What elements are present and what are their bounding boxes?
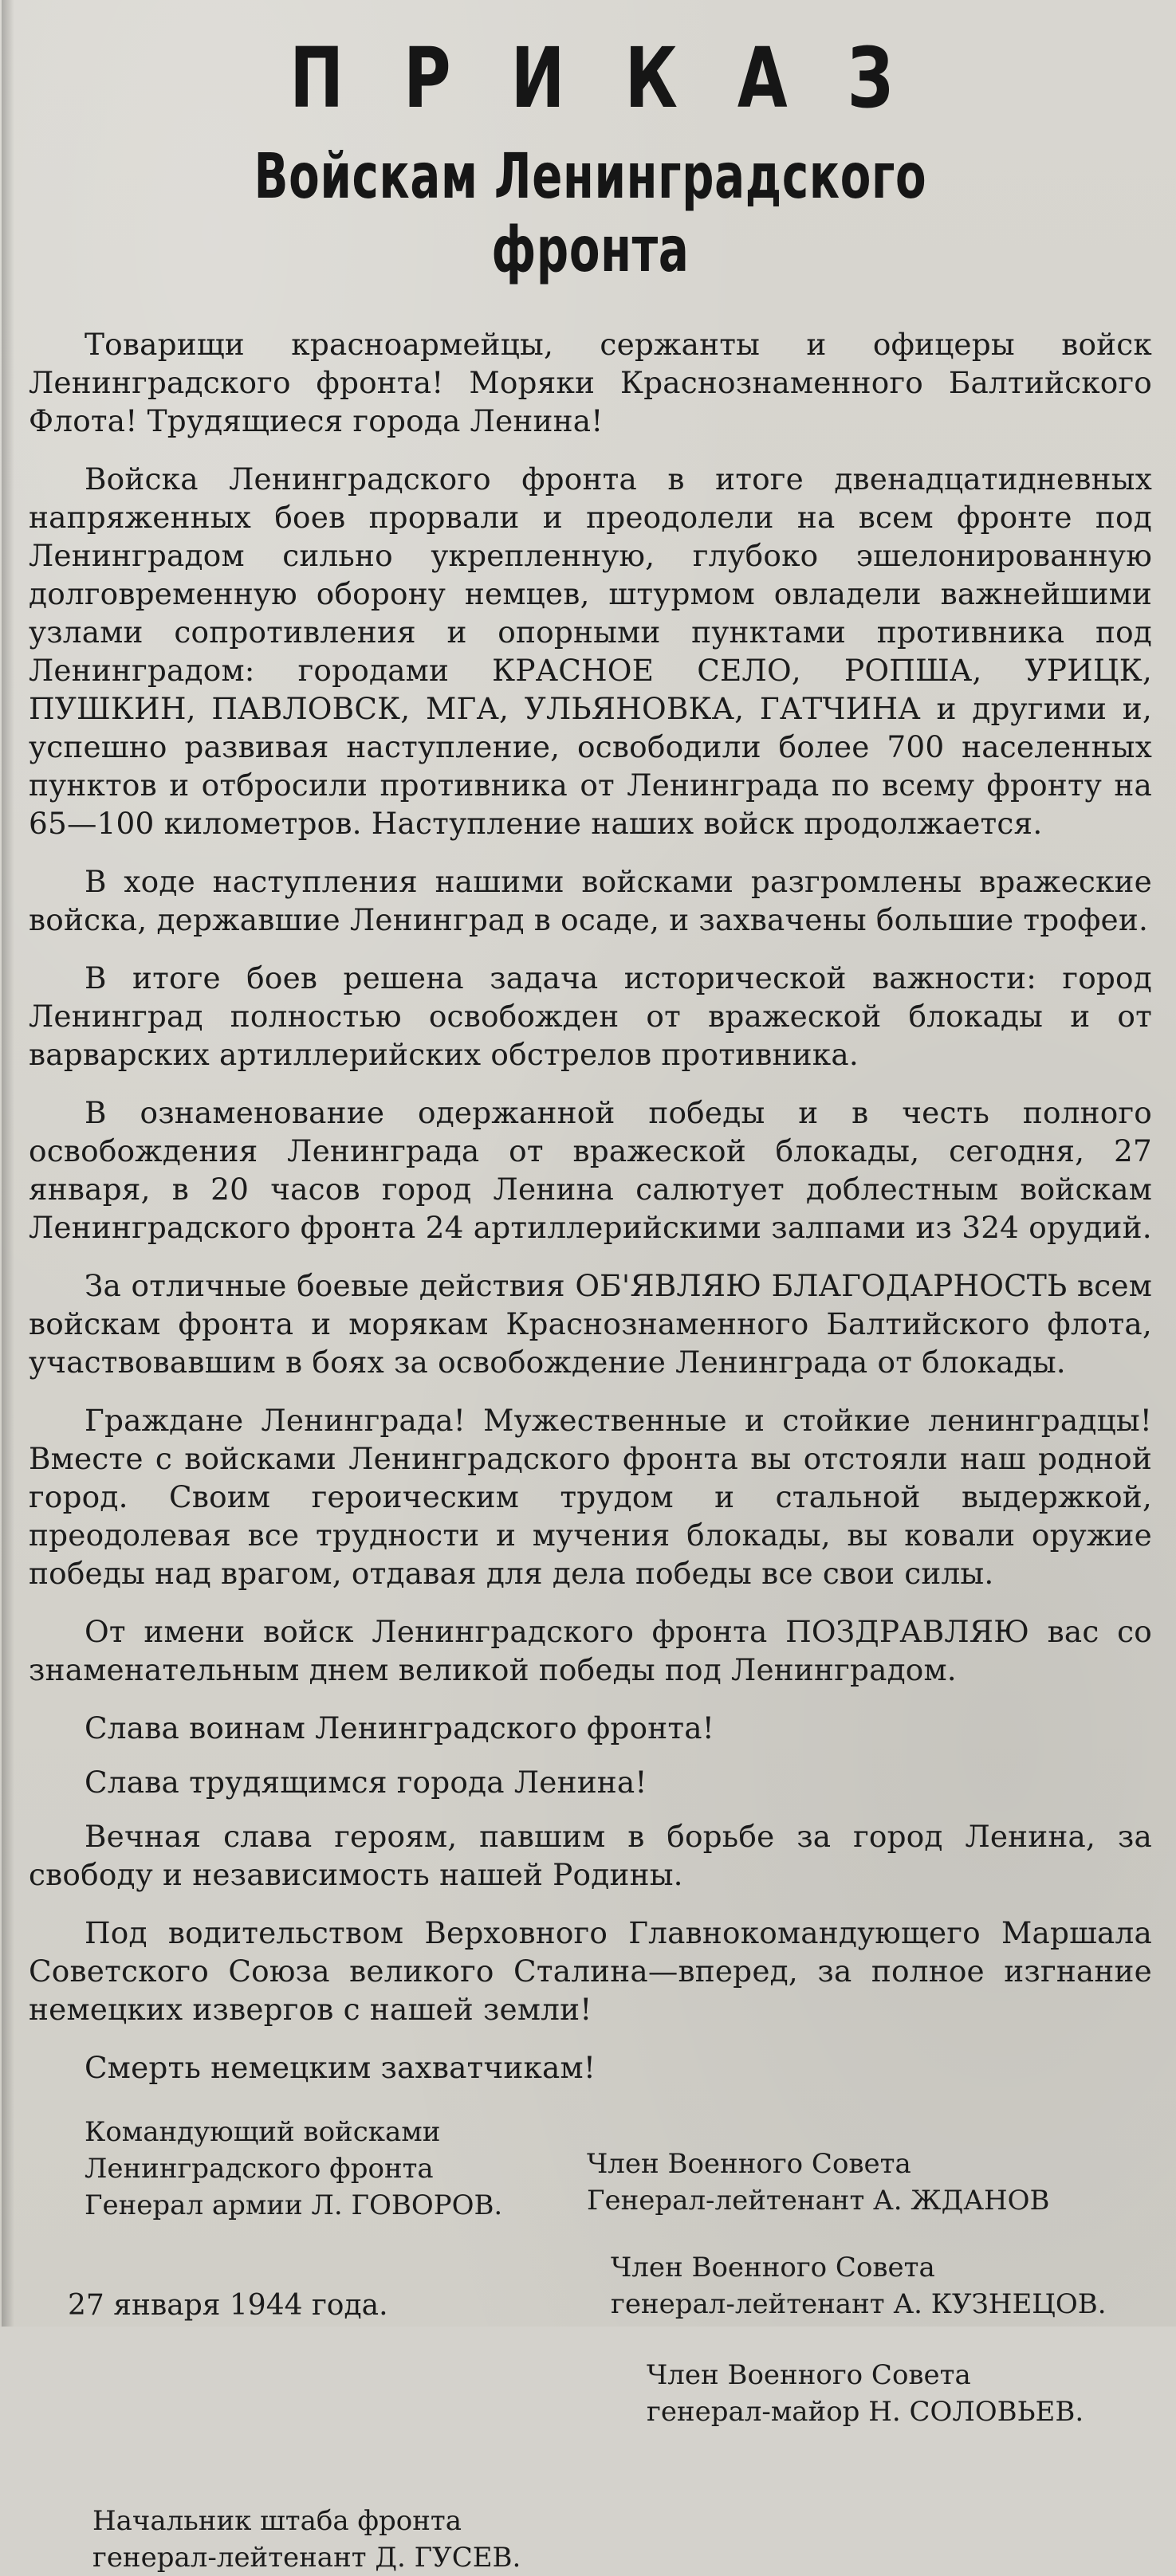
signature-military-council-member-2 [611, 2249, 1107, 2323]
signature-chief-of-staff [92, 2503, 521, 2576]
slogan-workers: Слава трудящимся города Ленина! [85, 1765, 647, 1800]
chief-of-staff-name: генерал-лейтенант Д. ГУСЕВ. [92, 2542, 521, 2574]
commander-title-line-1: Командующий войсками [85, 2116, 441, 2148]
slogan-warriors: Слава воинам Ленинградского фронта! [85, 1710, 714, 1745]
paragraph-trophies: В ходе наступления нашими войсками разгромлены вражеские войска, державшие Ленинград в осаде, и захвачены большие трофеи. [29, 864, 1152, 937]
order-body [29, 325, 1152, 2087]
member-3-title: Член Военного Совета [647, 2359, 971, 2391]
commander-name: Генерал армии Л. ГОВОРОВ. [85, 2189, 503, 2221]
member-3-name: генерал-майор Н. СОЛОВЬЕВ. [647, 2396, 1084, 2428]
commander-title-line-2: Ленинградского фронта [85, 2153, 434, 2185]
signature-block [29, 2114, 1152, 2574]
paragraph-citizens: Граждане Ленинграда! Мужественные и стойкие ленинградцы! Вместе с войсками Ленинградского фронта вы отстояли наш родной город. Своим героическим трудом и стальной выдержкой, преодолевая все трудности и мучения блокады, вы ковали оружие победы над врагом, отдавая для дела победы все свои силы. [29, 1403, 1152, 1591]
member-2-title: Член Военного Совета [611, 2252, 935, 2283]
paragraph-blockade-lifted: В итоге боев решена задача исторической важности: город Ленинград полностью освобожден от вражеской блокады и от варварских артиллерийских обстрелов противника. [29, 960, 1152, 1072]
order-subtitle: Войскам Ленинградского фронта [254, 141, 927, 286]
member-2-name: генерал-лейтенант А. КУЗНЕЦОВ. [611, 2288, 1107, 2320]
slogan-heroes: Вечная слава героям, павшим в борьбе за город Ленина, за свободу и независимость нашей Родины. [29, 1819, 1152, 1892]
order-title: П Р И К А З [289, 29, 912, 127]
order-date: 27 января 1944 года. [68, 2289, 388, 2322]
paragraph-gratitude: За отличные боевые действия ОБ'ЯВЛЯЮ БЛАГОДАРНОСТЬ всем войскам фронта и морякам Краснознаменного Балтийского флота, участвовавшим в боях за освобождение Ленинграда от блокады. [29, 1268, 1152, 1380]
signature-military-council-member-3 [647, 2357, 1084, 2430]
page-fold-shadow [2, 0, 14, 2327]
paragraph-leadership: Под водительством Верховного Главнокомандующего Маршала Советского Союза великого Сталина—вперед, за полное изгнание немецких извергов с нашей земли! [29, 1915, 1152, 2027]
paragraph-salute: В ознаменование одержанной победы и в честь полного освобождения Ленинграда от вражеской блокады, сегодня, 27 января, в 20 часов город Ленина салютует доблестным войскам Ленинградского фронта 24 артиллерийскими залпами из 324 орудий. [29, 1095, 1152, 1245]
signature-commander [85, 2114, 502, 2224]
signature-military-council-member-1 [587, 2146, 1050, 2219]
slogan-death-to-invaders: Смерть немецким захватчикам! [85, 2050, 596, 2085]
paragraph-appeal: Товарищи красноармейцы, сержанты и офицеры войск Ленинградского фронта! Моряки Краснознаменного Балтийского Флота! Трудящиеся города Ленина! [29, 327, 1152, 438]
member-1-name: Генерал-лейтенант А. ЖДАНОВ [587, 2185, 1050, 2217]
member-1-title: Член Военного Совета [587, 2148, 911, 2180]
chief-of-staff-title: Начальник штаба фронта [92, 2505, 462, 2537]
paragraph-congratulation: От имени войск Ленинградского фронта ПОЗДРАВЛЯЮ вас со знаменательным днем великой победы под Ленинградом. [29, 1614, 1152, 1687]
paragraph-offensive: Войска Ленинградского фронта в итоге двенадцатидневных напряженных боев прорвали и преодолели на всем фронте под Ленинградом сильно укрепленную, глубоко эшелонированную долговременную оборону немцев, штурмом овладели важнейшими узлами сопротивления и опорными пунктами противника под Ленинградом: городами КРАСНОЕ СЕЛО, РОПША, УРИЦК, ПУШКИН, ПАВЛОВСК, МГА, УЛЬЯНОВКА, ГАТЧИНА и другими и, успешно развивая наступление, освободили более 700 населенных пунктов и отбросили противника от Ленинграда по всему фронту на 65—100 километров. Наступление наших войск продолжается. [29, 461, 1152, 841]
